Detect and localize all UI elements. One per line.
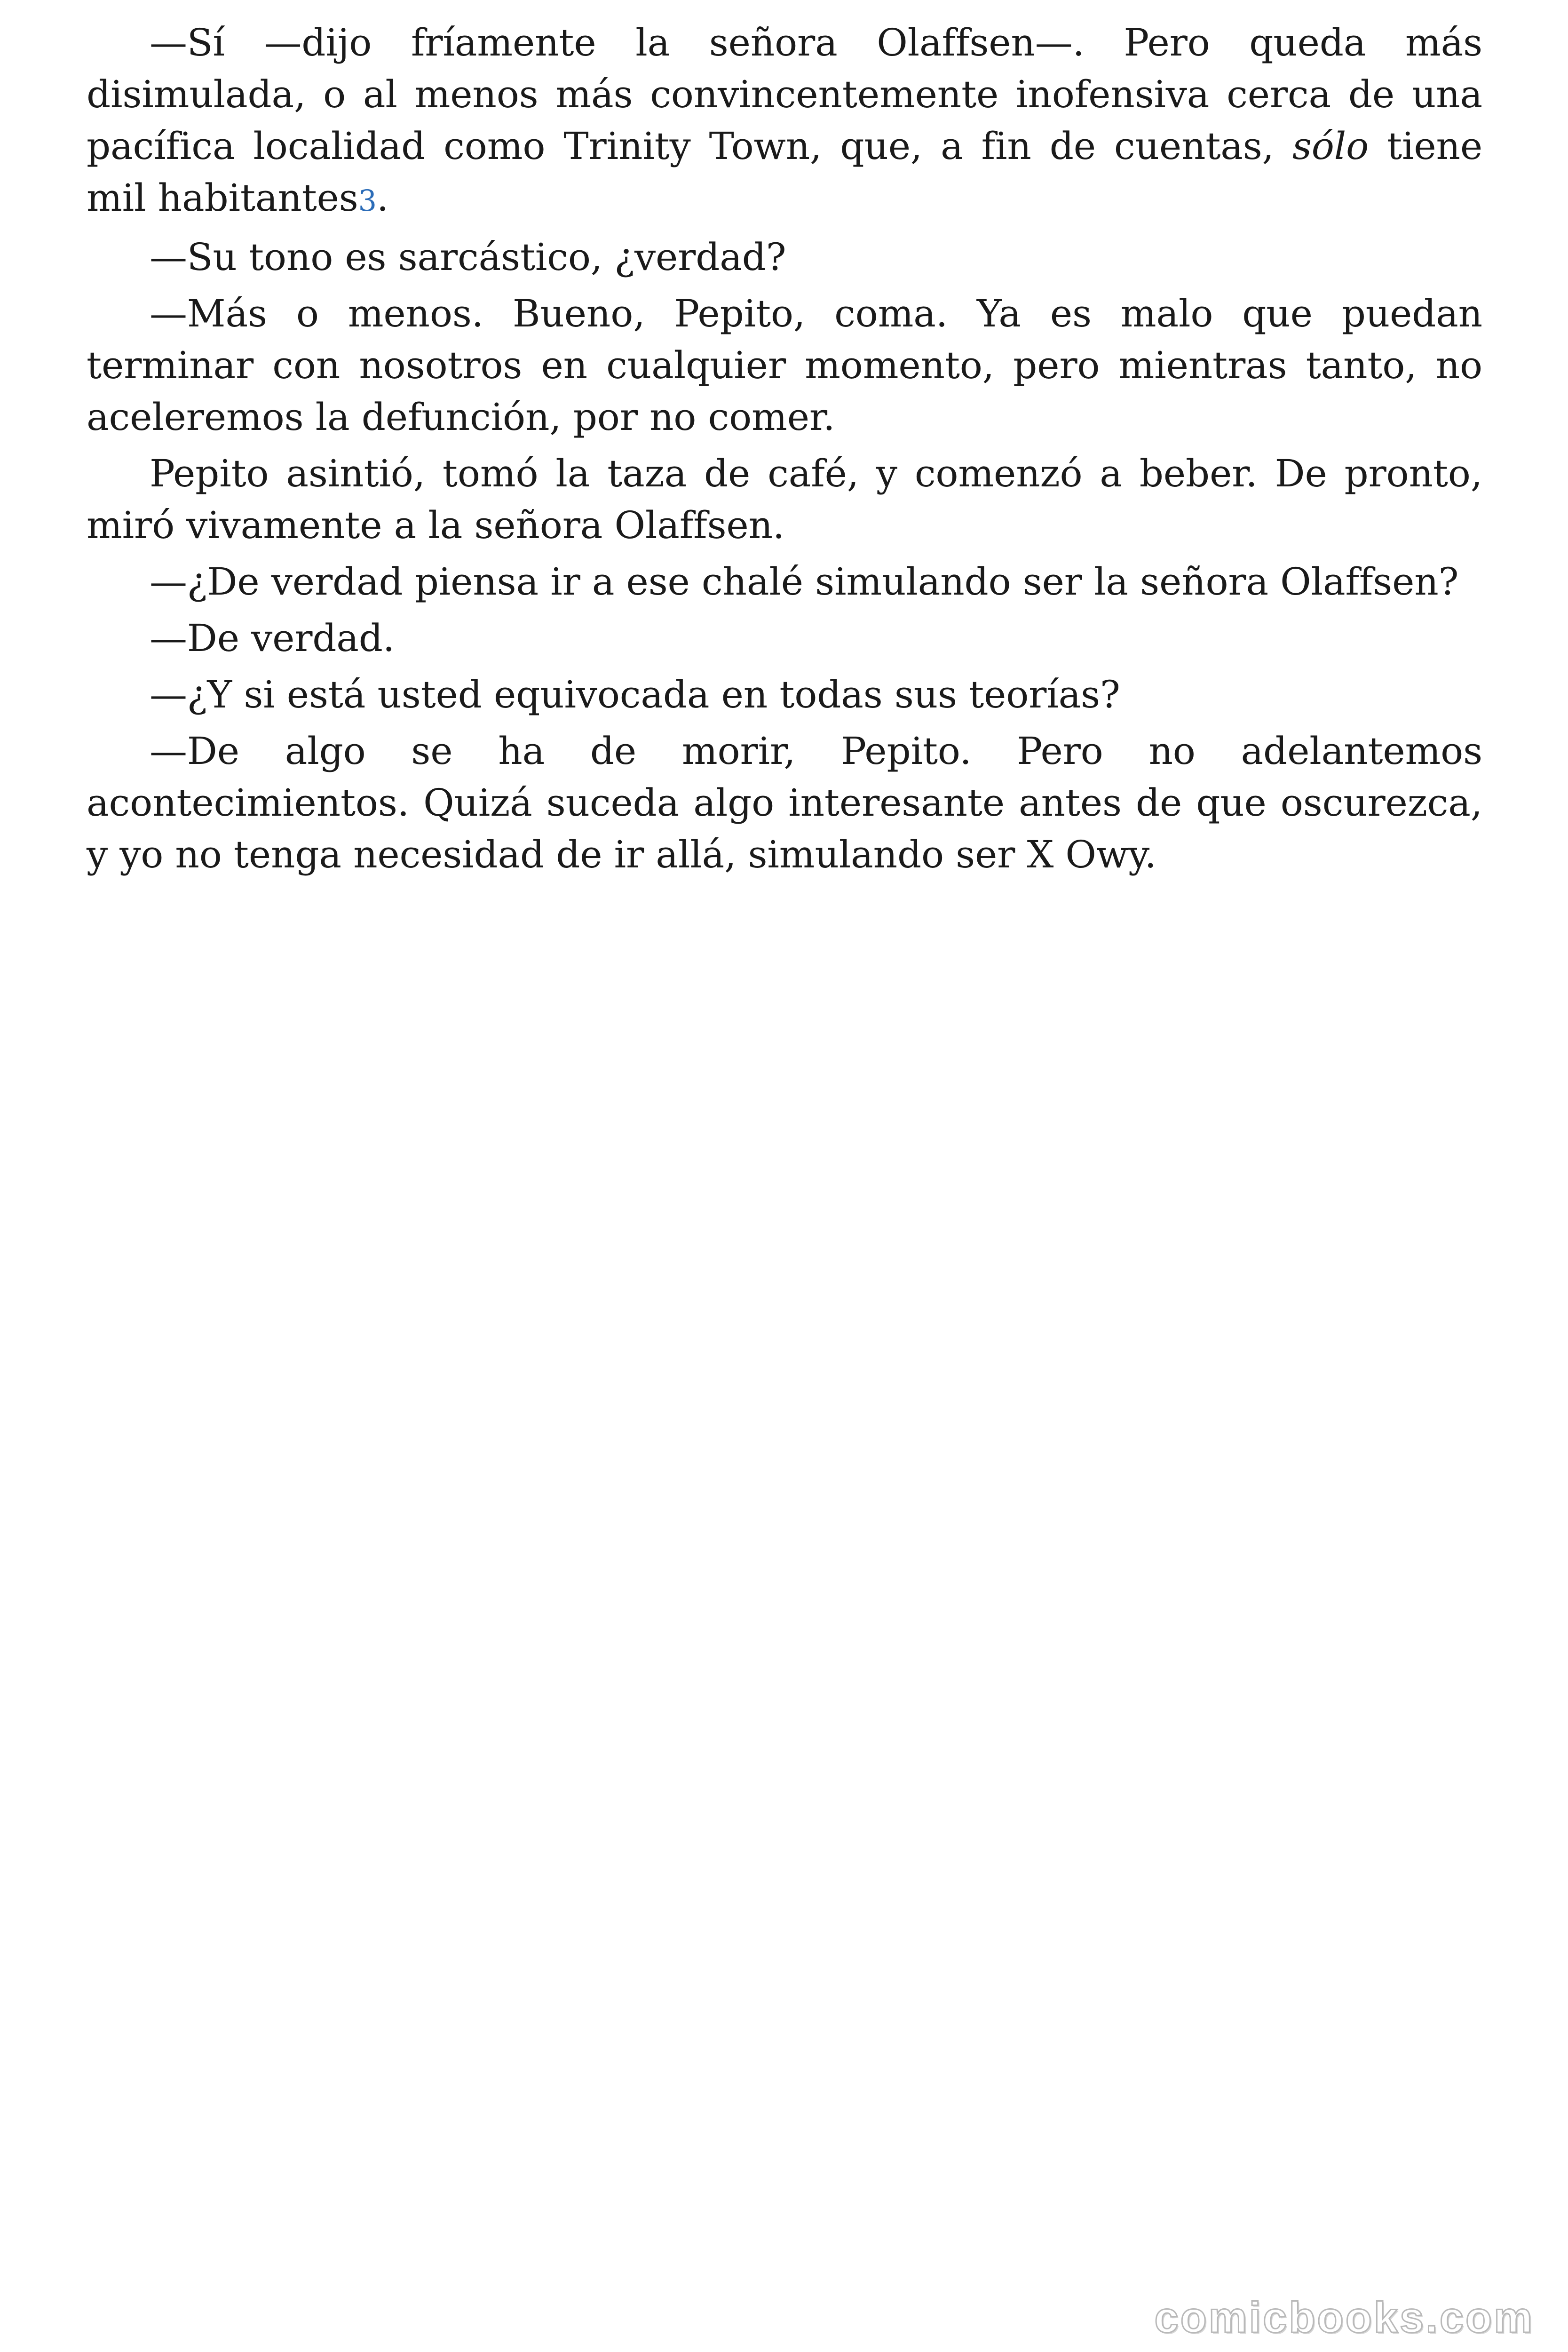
paragraph-5: —¿De verdad piensa ir a ese chalé simulando ser la señora Olaffsen? — [150, 560, 1459, 604]
page-text-body — [87, 17, 1482, 885]
paragraph-1-text-end: . — [376, 176, 389, 220]
paragraph-3: —Más o menos. Bueno, Pepito, coma. Ya es malo que puedan terminar con nosotros en cualquier momento, pero mientras tanto, no aceleremos la defunción, por no comer. — [87, 292, 1482, 439]
paragraph-1-text-start: —Sí —dijo fríamente la señora Olaffsen—. Pero queda más disimulada, o al menos más convincentemente inofensiva cerca de una pacífica localidad como Trinity Town, que, a fin de cuentas, — [87, 21, 1482, 168]
watermark-logo: comicbooks.com — [1154, 2294, 1534, 2342]
paragraph-8: —De algo se ha de morir, Pepito. Pero no adelantemos acontecimientos. Quizá suceda algo interesante antes de que oscurezca, y yo no tenga necesidad de ir allá, simulando ser X Owy. — [87, 729, 1482, 876]
paragraph-2: —Su tono es sarcástico, ¿verdad? — [150, 235, 786, 279]
paragraph-4: Pepito asintió, tomó la taza de café, y comenzó a beber. De pronto, miró vivamente a la señora Olaffsen. — [87, 452, 1482, 547]
paragraph-7: —¿Y si está usted equivocada en todas sus teorías? — [150, 673, 1120, 716]
footnote-link[interactable]: 3 — [358, 183, 377, 218]
paragraph-1 — [87, 17, 1482, 227]
paragraph-6: —De verdad. — [150, 616, 395, 660]
paragraph-1-text-middle: tiene mil habitantes — [87, 124, 1482, 220]
emphasis-text: sólo — [1292, 124, 1369, 168]
